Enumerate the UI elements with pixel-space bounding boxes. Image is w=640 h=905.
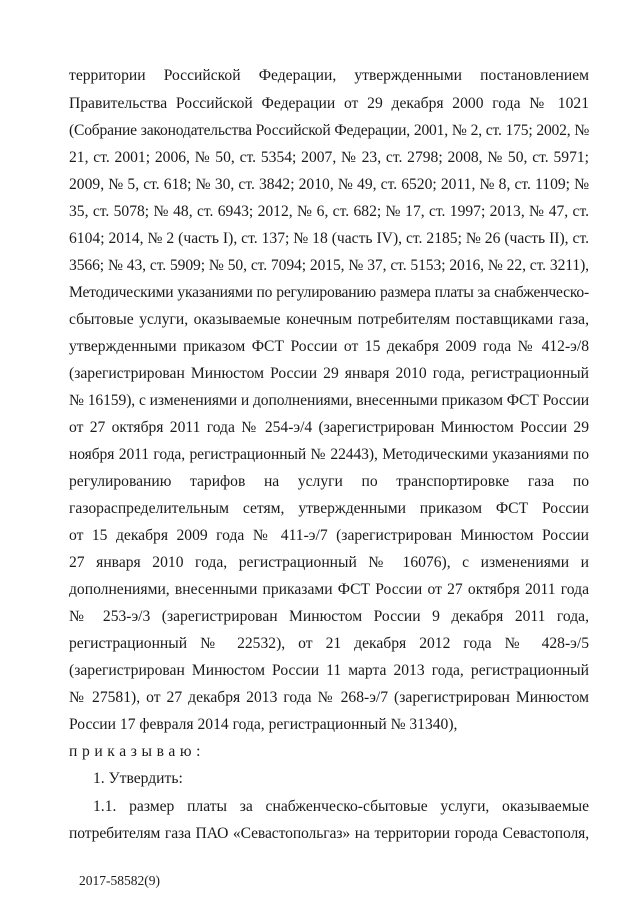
body-line: 3566; № 43, ст. 5909; № 50, ст. 7094; 2015, № 37, ст. 5153; 2016, № 22, ст. 3211), [69,257,589,274]
body-line: утвержденными приказом ФСТ России от 15 декабря 2009 года № 412-э/8 [69,338,589,355]
body-line: России 17 февраля 2014 года, регистрационный № 31340), [69,716,458,733]
body-line: газораспределительным сетям, утвержденными приказом ФСТ России [69,500,589,517]
body-line: 21, ст. 2001; 2006, № 50, ст. 5354; 2007, № 23, ст. 2798; 2008, № 50, ст. 5971; [69,149,589,166]
body-line: (Собрание законодательства Российской Федерации, 2001, № 2, ст. 175; 2002, № [69,122,589,139]
body-line: 6104; 2014, № 2 (часть I), ст. 137; № 18 (часть IV), ст. 2185; № 26 (часть II), ст. [69,230,589,247]
body-line: 35, ст. 5078; № 48, ст. 6943; 2012, № 6, ст. 682; № 17, ст. 1997; 2013, № 47, ст. [69,203,589,220]
body-line: (зарегистрирован Минюстом России 11 марта 2013 года, регистрационный [69,662,589,679]
body-line: Правительства Российской Федерации от 29 декабря 2000 года № 1021 [69,95,589,112]
order-word: приказываю: [69,743,206,760]
item-1-1-line: потребителям газа ПАО «Севастопольгаз» на территории города Севастополя, [69,825,589,842]
body-line: (зарегистрирован Минюстом России 29 января 2010 года, регистрационный [69,365,589,382]
body-line: территории Российской Федерации, утвержденными постановлением [69,67,589,84]
body-line: сбытовые услуги, оказываемые конечным потребителям поставщиками газа, [69,311,589,328]
body-line: от 27 октября 2011 года № 254-э/4 (зарегистрирован Минюстом России 29 [69,419,589,436]
body-line: 27 января 2010 года, регистрационный № 16076), с изменениями и [69,554,589,571]
body-line: № 27581), от 27 декабря 2013 года № 268-э/7 (зарегистрирован Минюстом [69,689,589,706]
body-line: регулированию тарифов на услуги по транспортировке газа по [69,473,589,490]
body-line: № 253-э/3 (зарегистрирован Минюстом России 9 декабря 2011 года, [69,608,589,625]
item-1-1-line: 1.1. размер платы за снабженческо-сбытовые услуги, оказываемые [93,798,589,815]
body-line: 2009, № 5, ст. 618; № 30, ст. 3842; 2010, № 49, ст. 6520; 2011, № 8, ст. 1109; № [69,176,589,193]
body-line: от 15 декабря 2009 года № 411-э/7 (зарегистрирован Минюстом России [69,527,589,544]
body-line: № 16159), с изменениями и дополнениями, внесенными приказом ФСТ России [69,392,589,409]
body-line: Методическими указаниями по регулированию размера платы за снабженческо- [69,284,589,301]
footer-document-code: 2017-58582(9) [79,873,160,888]
item-1: 1. Утвердить: [93,770,183,787]
body-line: дополнениями, внесенными приказами ФСТ России от 27 октября 2011 года [69,581,589,598]
body-line: регистрационный № 22532), от 21 декабря 2012 года № 428-э/5 [69,635,589,652]
body-line: ноября 2011 года, регистрационный № 22443), Методическими указаниями по [69,446,589,463]
